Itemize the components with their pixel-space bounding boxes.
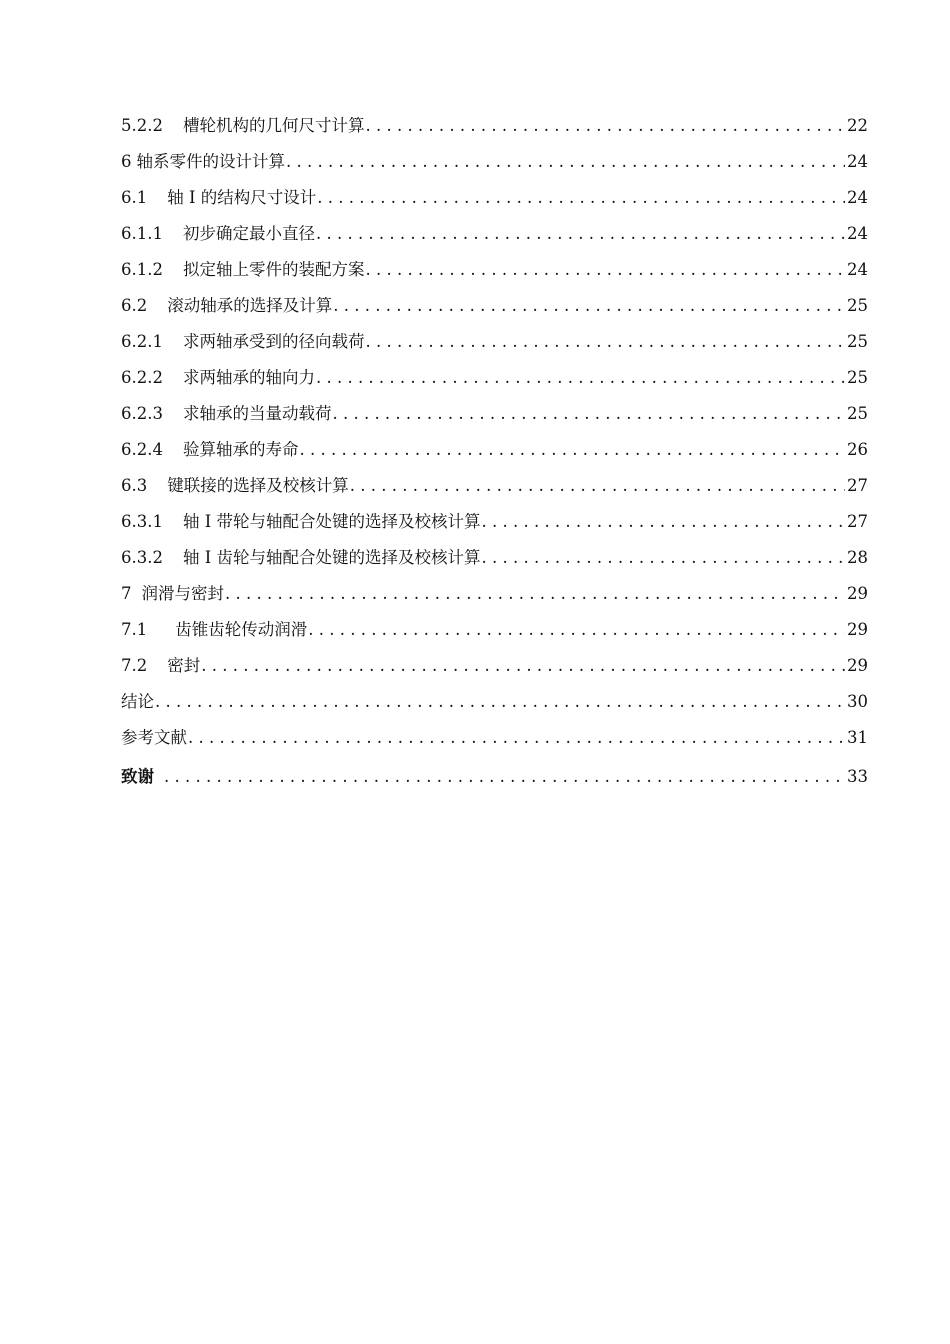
toc-entry-number: 6.2.2	[121, 368, 163, 387]
toc-entry-number: 6.3.1	[121, 512, 163, 531]
toc-dot-leader	[316, 216, 845, 252]
toc-entry[interactable]	[121, 324, 868, 360]
toc-entry-number: 6.1.2	[121, 260, 163, 279]
toc-entry[interactable]	[121, 180, 868, 216]
toc-entry-number: 7.1	[121, 620, 148, 639]
toc-entry[interactable]	[121, 648, 868, 684]
toc-entry-title: 求轴承的当量动载荷	[182, 404, 332, 423]
toc-dot-leader	[299, 432, 845, 468]
toc-entry-page-number: 24	[847, 260, 868, 279]
toc-entry-title: 求两轴承的轴向力	[182, 368, 315, 387]
toc-dot-leader	[164, 756, 845, 798]
toc-entry[interactable]	[121, 468, 868, 504]
toc-entry-number: 6.2.1	[121, 332, 163, 351]
toc-dot-leader	[350, 468, 845, 504]
toc-dot-leader	[482, 540, 846, 576]
toc-entry-title: 初步确定最小直径	[182, 224, 315, 243]
toc-entry-page-number: 29	[847, 620, 868, 639]
toc-entry-title: 轴 I 的结构尺寸设计	[167, 188, 317, 207]
toc-entry-page-number: 24	[847, 224, 868, 243]
toc-entry-title: 致谢	[121, 767, 154, 786]
toc-entry-page-number: 30	[847, 692, 868, 711]
toc-entry-page-number: 26	[847, 440, 868, 459]
toc-entry-page-number: 25	[847, 404, 868, 423]
toc-entry-number: 6.3	[121, 476, 148, 495]
toc-entry-title: 滚动轴承的选择及计算	[167, 296, 333, 315]
toc-entry-title: 参考文献	[121, 728, 187, 747]
toc-entry-title: 求两轴承受到的径向载荷	[182, 332, 365, 351]
toc-dot-leader	[188, 720, 845, 756]
toc-entry-page-number: 25	[847, 368, 868, 387]
toc-entry-title: 拟定轴上零件的装配方案	[182, 260, 365, 279]
toc-entry[interactable]	[121, 144, 868, 180]
toc-entry-number: 6.1.1	[121, 224, 163, 243]
toc-entry-number: 6.1	[121, 188, 148, 207]
toc-entry-page-number: 24	[847, 188, 868, 207]
toc-entry-title: 轴 I 带轮与轴配合处键的选择及校核计算	[182, 512, 481, 531]
toc-entry-page-number: 33	[847, 767, 868, 786]
toc-dot-leader	[365, 108, 845, 144]
toc-entry-page-number: 25	[847, 332, 868, 351]
toc-dot-leader	[225, 576, 845, 612]
toc-dot-leader	[155, 684, 845, 720]
toc-entry-page-number: 25	[847, 296, 868, 315]
toc-entry-title: 轴系零件的设计计算	[136, 152, 285, 171]
toc-entry[interactable]	[121, 216, 868, 252]
toc-entry-number: 6.3.2	[121, 548, 163, 567]
toc-entry-title: 验算轴承的寿命	[182, 440, 299, 459]
toc-dot-leader	[308, 612, 845, 648]
toc-entry-page-number: 22	[847, 116, 868, 135]
table-of-contents	[121, 108, 868, 798]
toc-entry[interactable]	[121, 108, 868, 144]
toc-entry-number: 7	[121, 584, 132, 603]
toc-entry-number: 6	[121, 152, 132, 171]
toc-entry[interactable]	[121, 288, 868, 324]
toc-dot-leader	[317, 180, 845, 216]
toc-entry[interactable]	[121, 504, 868, 540]
toc-entry[interactable]	[121, 396, 868, 432]
toc-entry-page-number: 29	[847, 656, 868, 675]
toc-entry[interactable]	[121, 612, 868, 648]
toc-entry-number: 6.2.3	[121, 404, 163, 423]
toc-entry-number: 7.2	[121, 656, 148, 675]
toc-entry-title: 密封	[167, 656, 201, 675]
toc-entry[interactable]	[121, 432, 868, 468]
toc-entry-number: 6.2	[121, 296, 148, 315]
toc-entry-page-number: 29	[847, 584, 868, 603]
toc-entry-page-number: 27	[847, 476, 868, 495]
toc-entry-title: 键联接的选择及校核计算	[167, 476, 349, 495]
toc-dot-leader	[482, 504, 846, 540]
toc-entry[interactable]	[121, 360, 868, 396]
toc-entry-title: 齿锥齿轮传动润滑	[175, 620, 308, 639]
toc-entry-page-number: 24	[847, 152, 868, 171]
toc-entry[interactable]	[121, 252, 868, 288]
toc-entry[interactable]	[121, 576, 868, 612]
toc-dot-leader	[365, 252, 845, 288]
toc-entry-number: 6.2.4	[121, 440, 163, 459]
toc-entry-title: 润滑与密封	[141, 584, 224, 603]
toc-entry[interactable]	[121, 720, 868, 756]
toc-dot-leader	[286, 144, 845, 180]
toc-entry-page-number: 27	[847, 512, 868, 531]
toc-entry-number: 5.2.2	[121, 116, 163, 135]
toc-entry-page-number: 28	[847, 548, 868, 567]
toc-dot-leader	[332, 396, 845, 432]
toc-dot-leader	[365, 324, 845, 360]
toc-entry-title: 结论	[121, 692, 154, 711]
toc-dot-leader	[333, 288, 845, 324]
toc-dot-leader	[201, 648, 845, 684]
toc-entry[interactable]	[121, 684, 868, 720]
toc-entry-title: 轴 I 齿轮与轴配合处键的选择及校核计算	[182, 548, 481, 567]
toc-entry-title: 槽轮机构的几何尺寸计算	[182, 116, 365, 135]
toc-entry[interactable]	[121, 756, 868, 798]
toc-entry[interactable]	[121, 540, 868, 576]
toc-dot-leader	[316, 360, 845, 396]
toc-entry-page-number: 31	[847, 728, 868, 747]
